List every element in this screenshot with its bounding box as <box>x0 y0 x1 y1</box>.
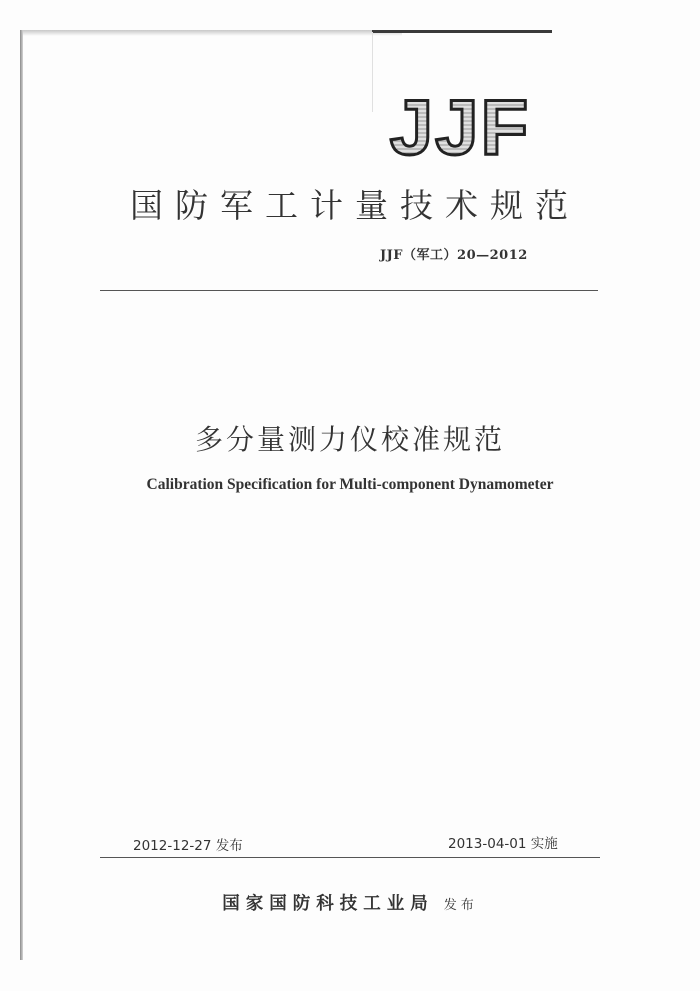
scan-edge <box>372 30 552 33</box>
publisher <box>0 890 700 915</box>
issue-date: 2012-12-27 发布 <box>133 838 243 854</box>
effective-date: 2013-04-01 实施 <box>448 836 558 852</box>
document-number: JJF（军工）20—2012 <box>380 248 528 263</box>
divider-bottom <box>100 857 600 858</box>
series-title <box>0 180 700 227</box>
publisher-org: 国家国防科技工业局 <box>222 894 434 914</box>
jjf-logo-text: JJF <box>389 92 531 162</box>
scan-left-edge <box>20 30 23 960</box>
document-title: 多分量测力仪校准规范 <box>194 423 505 456</box>
series-title-text: 国防军工计量技术规范 <box>130 186 580 225</box>
scan-shadow <box>22 30 402 36</box>
jjf-logo <box>372 92 548 162</box>
document-title-english: Calibration Specification for Multi-component Dynamometer <box>146 476 554 493</box>
publisher-action: 发布 <box>443 898 478 913</box>
divider-top <box>100 290 598 291</box>
